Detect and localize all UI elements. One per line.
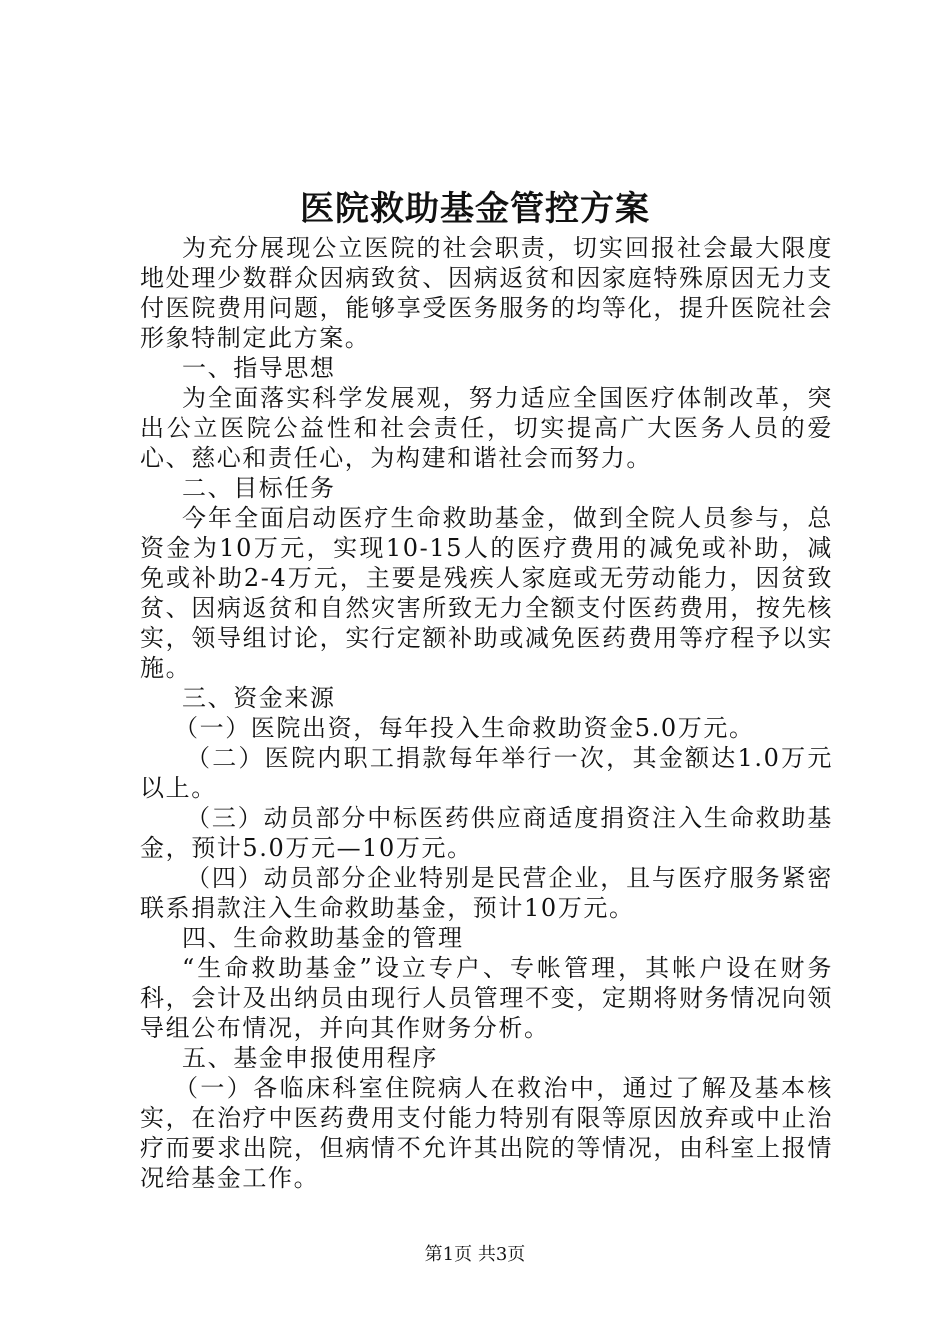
document-title: 医院救助基金管控方案 xyxy=(300,189,650,229)
document-body xyxy=(140,233,833,1193)
application-procedure-item-1: （一）各临床科室住院病人在救治中，通过了解及基本核实，在治疗中医药费用支付能力特别有限等原因放弃或中止治疗而要求出院，但病情不允许其出院的等情况，由科室上报情况给基金工作。 xyxy=(140,1074,833,1192)
funding-item-1: （一）医院出资，每年投入生命救助资金5.0万元。 xyxy=(174,714,755,742)
intro-paragraph: 为充分展现公立医院的社会职责，切实回报社会最大限度地处理少数群众因病致贫、因病返贫和因家庭特殊原因无力支付医院费用问题，能够享受医务服务的均等化，提升医院社会形象特制定此方案。 xyxy=(140,234,833,352)
section-heading-guiding-thought: 一、指导思想 xyxy=(182,354,336,382)
section-heading-funding-sources: 三、资金来源 xyxy=(182,684,336,712)
funding-item-3: （三）动员部分中标医药供应商适度捐资注入生命救助基金，预计5.0万元—10万元。 xyxy=(140,804,833,862)
section-heading-goals: 二、目标任务 xyxy=(182,474,336,502)
goals-paragraph: 今年全面启动医疗生命救助基金，做到全院人员参与，总资金为10万元，实现10-15人的医疗费用的减免或补助，减免或补助2-4万元，主要是残疾人家庭或无劳动能力，因贫致贫、因病返贫和自然灾害所致无力全额支付医药费用，按先核实，领导组讨论，实行定额补助或减免医药费用等疗程予以实施。 xyxy=(140,504,833,682)
page-footer: 第1页 共3页 xyxy=(424,1244,526,1265)
funding-item-2: （二）医院内职工捐款每年举行一次，其金额达1.0万元以上。 xyxy=(140,744,833,802)
funding-item-4: （四）动员部分企业特别是民营企业，且与医疗服务紧密联系捐款注入生命救助基金，预计10万元。 xyxy=(140,864,833,922)
fund-management-paragraph: “生命救助基金”设立专户、专帐管理，其帐户设在财务科，会计及出纳员由现行人员管理不变，定期将财务情况向领导组公布情况，并向其作财务分析。 xyxy=(140,954,833,1042)
section-heading-fund-management: 四、生命救助基金的管理 xyxy=(182,924,464,952)
guiding-thought-paragraph: 为全面落实科学发展观，努力适应全国医疗体制改革，突出公立医院公益性和社会责任，切实提高广大医务人员的爱心、慈心和责任心，为构建和谐社会而努力。 xyxy=(140,384,833,472)
section-heading-application-procedure: 五、基金申报使用程序 xyxy=(182,1044,438,1072)
